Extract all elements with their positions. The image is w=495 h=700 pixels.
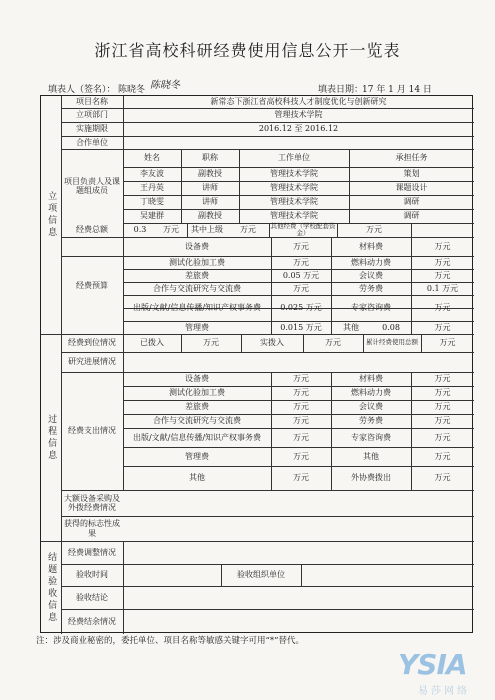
budget-item-label: 会议费	[359, 270, 383, 280]
budget-item-value: 万元	[434, 241, 451, 251]
watermark-main: YSIA	[398, 648, 467, 681]
budget-item-value: 万元	[293, 241, 309, 251]
member-name: 丁晓雯	[140, 197, 164, 207]
dept-value: 管理技术学院	[274, 110, 323, 120]
period-label: 实施期限	[76, 124, 108, 134]
watermark-logo	[398, 648, 490, 696]
spend-item-value: 万元	[293, 416, 309, 426]
spend-item-value: 万元	[434, 374, 451, 384]
budget-sub-label: 其中上级	[191, 225, 223, 235]
member-title: 副教授	[198, 211, 222, 221]
spend-item-value: 万元	[434, 416, 451, 426]
settle-label: 经费结余情况	[68, 616, 116, 626]
partner-value	[123, 136, 474, 149]
section-completion-info: 结题验收信息	[46, 551, 57, 624]
budget-self-value: 万元	[366, 225, 382, 235]
progress-label: 研究进展情况	[68, 357, 116, 367]
budget-total-value: 0.3	[133, 225, 147, 235]
member-unit: 管理技术学院	[270, 211, 318, 221]
member-name: 李友波	[140, 169, 164, 179]
spend-item-label: 差旅费	[185, 402, 209, 412]
budget-item-value: 0.05 万元	[282, 270, 320, 280]
budget-item-label: 燃料动力费	[351, 257, 391, 267]
budget-sub-unit: 万元	[240, 225, 256, 235]
signature: 陈晓冬	[150, 80, 180, 91]
receipt-item-label: 累计经费使用总额	[366, 338, 418, 347]
spend-item-label: 材料费	[359, 374, 383, 384]
member-header-unit: 工作单位	[278, 153, 310, 163]
member-name: 王丹英	[140, 183, 164, 193]
spend-item-value: 万元	[434, 451, 451, 461]
receipt-item-label: 已拨入	[140, 338, 164, 348]
acceptance-result-label: 验收结论	[76, 592, 108, 602]
member-unit: 管理技术学院	[270, 169, 318, 179]
spend-item-label: 测试化验加工费	[169, 388, 225, 398]
receipt-item-value: 万元	[439, 338, 456, 348]
budget-item-value: 0.08	[382, 322, 400, 332]
budget-item-value: 万元	[293, 283, 309, 293]
receipt-label: 经费到位情况	[68, 338, 116, 348]
receipt-item-label: 实拨入	[260, 338, 284, 348]
budget-item-unit: 万元	[434, 322, 451, 332]
member-task: 调研	[403, 211, 420, 221]
member-header-title: 职称	[202, 153, 218, 163]
section-project-info: 立项信息	[46, 191, 57, 239]
budget-item-label: 出版/文献/信息传播/知识产权事务费	[132, 303, 262, 313]
budget-total-unit: 万元	[163, 225, 179, 235]
adjust-label: 经费调整情况	[68, 547, 116, 557]
date-value: 17 年 1 月 14 日	[362, 85, 432, 95]
spend-item-value: 万元	[293, 432, 309, 442]
watermark-sub: 易莎网络	[418, 686, 470, 697]
member-title: 讲师	[202, 183, 218, 193]
budget-item-label: 设备费	[185, 241, 209, 251]
date-label: 填表日期：	[318, 85, 364, 95]
spend-item-value: 万元	[434, 388, 451, 398]
dept-label: 立项部门	[76, 110, 108, 120]
section-process-info: 过程信息	[46, 413, 57, 462]
spend-item-value: 万元	[293, 473, 309, 483]
spend-item-value: 万元	[434, 402, 451, 412]
budget-item-value: 万元	[434, 303, 451, 313]
budget-item-label: 其他	[343, 322, 359, 332]
member-name: 吴建群	[140, 211, 164, 221]
budget-self-label: 其他经费（学校配套资金）	[270, 221, 336, 237]
major-change-label: 大额设备采购及外拨经费情况	[64, 493, 120, 512]
budget-total-label: 经费总额	[76, 225, 108, 235]
spend-item-value: 万元	[293, 402, 309, 412]
member-task: 调研	[403, 197, 420, 207]
filler-name: 陈晓冬	[118, 85, 146, 95]
member-title: 副教授	[198, 169, 222, 179]
members-label: 项目负责人及课题组成员	[64, 176, 120, 195]
spend-item-label: 管理费	[185, 451, 209, 461]
budget-item-label: 合作与交流研究与交流费	[153, 283, 241, 293]
spend-item-value: 万元	[434, 473, 451, 483]
budget-detail-label: 经费预算	[76, 280, 108, 290]
budget-item-label: 管理费	[185, 322, 209, 332]
project-name-value: 新常态下浙江省高校科技人才制度优化与创新研究	[210, 97, 387, 107]
member-unit: 管理技术学院	[270, 197, 318, 207]
spend-item-label: 燃料动力费	[351, 388, 391, 398]
spend-item-label: 专家咨询费	[351, 432, 391, 442]
spend-item-value: 万元	[434, 432, 451, 442]
budget-item-label: 差旅费	[185, 270, 209, 280]
acceptance-org-label: 验收组织单位	[237, 570, 285, 580]
spend-item-value: 万元	[293, 374, 309, 384]
budget-item-label: 材料费	[359, 241, 383, 251]
project-name-label: 项目名称	[76, 97, 108, 107]
page-title: 浙江省高校科研经费使用信息公开一览表	[94, 41, 401, 60]
spend-item-value: 万元	[293, 388, 309, 398]
member-unit: 管理技术学院	[270, 183, 318, 193]
budget-item-value: 0.015 万元	[280, 322, 322, 332]
member-header-name: 姓名	[144, 153, 160, 163]
spend-item-label: 其他	[189, 473, 205, 483]
budget-item-value: 万元	[434, 257, 451, 267]
partner-label: 合作单位	[76, 137, 108, 147]
spend-item-label: 出版/文献/信息传播/知识产权事务费	[132, 432, 262, 442]
achievements-label: 获得的标志性成果	[64, 519, 120, 538]
member-title: 讲师	[202, 197, 218, 207]
spend-item-label: 会议费	[359, 402, 383, 412]
budget-item-value: 万元	[293, 257, 309, 267]
spend-item-value: 万元	[293, 451, 309, 461]
spend-item-label: 设备费	[185, 374, 209, 384]
budget-item-label: 专家咨询费	[351, 303, 391, 313]
filler-label: 填表人（签名）：	[48, 85, 116, 95]
receipt-item-value: 万元	[203, 338, 219, 348]
spend-item-label: 外协费拨出	[351, 473, 391, 483]
member-task: 策划	[403, 169, 420, 179]
spend-item-label: 劳务费	[359, 416, 383, 426]
budget-item-label: 劳务费	[359, 283, 383, 293]
budget-item-value: 0.1 万元	[426, 283, 459, 293]
period-value: 2016.12 至 2016.12	[258, 124, 339, 134]
member-task: 课题设计	[395, 183, 428, 193]
footnote: 注：涉及商业秘密的，委托单位、项目名称等敏感关键字可用“*”替代。	[36, 636, 304, 646]
acceptance-date-label: 验收时间	[76, 570, 108, 580]
budget-item-value: 0.025 万元	[280, 303, 322, 313]
budget-item-value: 万元	[434, 270, 451, 280]
spend-item-label: 其他	[363, 451, 379, 461]
budget-item-label: 测试化验加工费	[169, 257, 225, 267]
spend-item-label: 合作与交流研究与交流费	[153, 416, 241, 426]
info-table	[40, 95, 473, 633]
member-header-task: 承担任务	[395, 153, 428, 163]
spend-label: 经费支出情况	[68, 426, 116, 436]
receipt-item-value: 万元	[325, 338, 341, 348]
